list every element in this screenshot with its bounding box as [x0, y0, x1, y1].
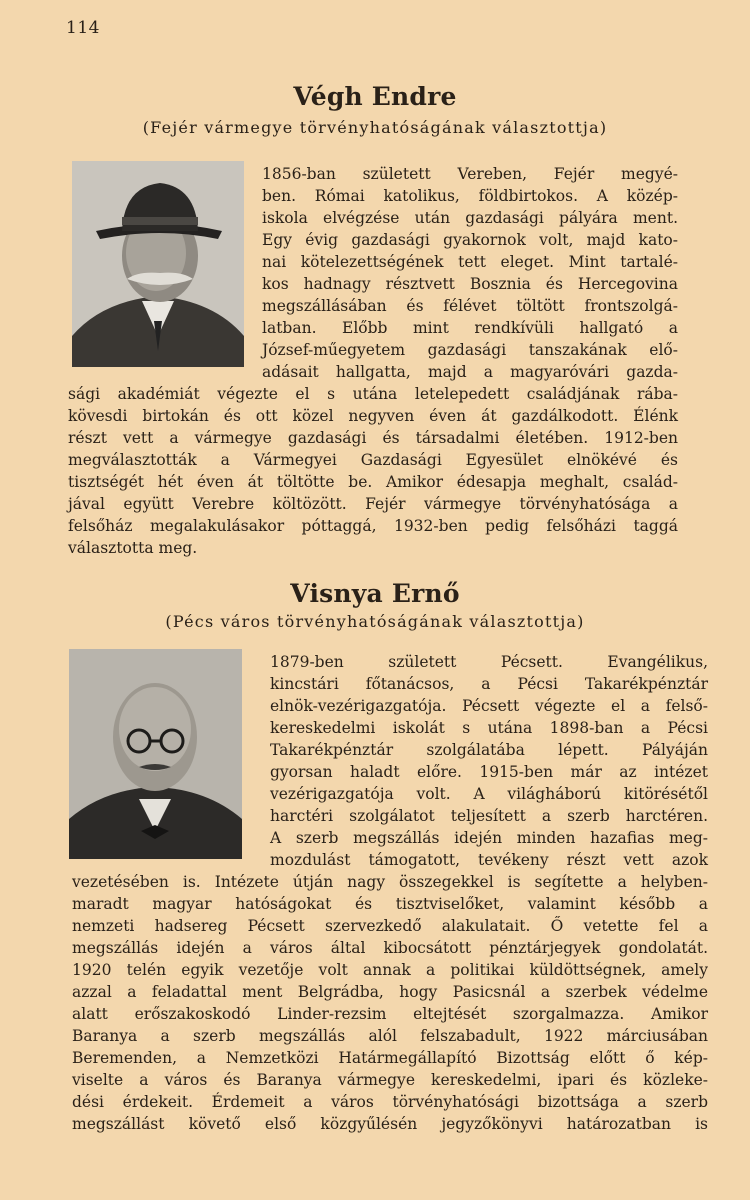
- article-2-line: gyorsan haladt előre. 1915-ben már az intézet: [270, 763, 708, 781]
- article-1-line: latban. Előbb mint rendkívüli hallgató a: [262, 319, 678, 337]
- article-1-line: ben. Római katolikus, földbirtokos. A közép-: [262, 187, 678, 205]
- article-2-line: viselte a város és Baranya vármegye kereskedelmi, ipari és közleke-: [72, 1071, 708, 1089]
- article-2-line: nemzeti hadsereg Pécsett szervezkedő alakulatait. Ő vetette fel a: [72, 917, 708, 935]
- article-2-line: mozdulást támogatott, tevékeny részt vett azok: [270, 851, 708, 869]
- article-2-line: megszállást követő első közgyűlésén jegyzőkönyvi határozatban is: [72, 1115, 708, 1133]
- article-1-line: felsőház megalakulásakor póttaggá, 1932-ben pedig felsőházi taggá: [68, 517, 678, 535]
- article-2-line: vezetésében is. Intézete útján nagy összegekkel is segítette a helyben-: [72, 873, 708, 891]
- article-2-line: elnök-vezérigazgatója. Pécsett végezte el a felső-: [270, 697, 708, 715]
- article-2-line: 1920 telén egyik vezetője volt annak a politikai küldöttségnek, amely: [72, 961, 708, 979]
- article-2-line: megszállás idején a város által kibocsátott pénztárjegyek gondolatát.: [72, 939, 708, 957]
- article-2-line: Takarékpénztár szolgálatába lépett. Pályáján: [270, 741, 708, 759]
- article-2-heading: Visnya Ernő: [290, 579, 460, 608]
- portrait-photo-icon: [69, 649, 242, 859]
- article-1-line: kövesdi birtokán és ott közel negyven éven át gazdálkodott. Élénk: [68, 407, 678, 425]
- portrait-photo-icon: [72, 161, 244, 367]
- article-1-line: iskola elvégzése után gazdasági pályára ment.: [262, 209, 678, 227]
- article-1-line: választotta meg.: [68, 539, 198, 557]
- article-1-line: nai kötelezettségének tett eleget. Mint tartalé-: [262, 253, 678, 271]
- article-2-line: dési érdekeit. Érdemeit a város törvényhatósági bizottsága a szerb: [72, 1093, 708, 1111]
- article-2-line: 1879-ben született Pécsett. Evangélikus,: [270, 653, 708, 671]
- article-1-heading: Végh Endre: [293, 82, 457, 111]
- article-1-line: sági akadémiát végezte el s utána letelepedett családjának rába-: [68, 385, 678, 403]
- article-1-subtitle: (Fejér vármegye törvényhatóságának választottja): [142, 118, 608, 137]
- article-1-line: 1856-ban született Vereben, Fejér megyé-: [262, 165, 678, 183]
- article-1-line: megválasztották a Vármegyei Gazdasági Egyesület elnökévé és: [68, 451, 678, 469]
- page-number: 114: [66, 18, 100, 38]
- article-1-line: Egy évig gazdasági gyakornok volt, majd kato-: [262, 231, 678, 249]
- article-2-line: azzal a feladattal ment Belgrádba, hogy Pasicsnál a szerbek védelme: [72, 983, 708, 1001]
- article-2-line: Baranya a szerb megszállás alól felszabadult, 1922 márciusában: [72, 1027, 708, 1045]
- article-1-line: tisztségét hét éven át töltötte be. Amikor édesapja meghalt, család-: [68, 473, 678, 491]
- article-1-line: József-műegyetem gazdasági tanszakának elő-: [262, 341, 678, 359]
- article-1-line: jával együtt Verebre költözött. Fejér vármegye törvényhatósága a: [68, 495, 678, 513]
- article-2-line: alatt erőszakoskodó Linder-rezsim eltejtését szorgalmazza. Amikor: [72, 1005, 708, 1023]
- article-1-line: megszállásában és félévet töltött frontszolgá-: [262, 297, 678, 315]
- article-1-line: részt vett a vármegye gazdasági és társadalmi életében. 1912-ben: [68, 429, 678, 447]
- article-2-line: kincstári főtanácsos, a Pécsi Takarékpénztár: [270, 675, 708, 693]
- portrait-photo-visnya: [69, 649, 242, 859]
- article-2-line: maradt magyar hatóságokat és tisztviselőket, valamint később a: [72, 895, 708, 913]
- article-2-line: A szerb megszállás idején minden hazafias meg-: [270, 829, 708, 847]
- article-1-line: adásait hallgatta, majd a magyaróvári gazda-: [262, 363, 678, 381]
- article-2-subtitle: (Pécs város törvényhatóságának választottja): [165, 612, 585, 631]
- portrait-photo-vegh: [72, 161, 244, 367]
- article-2-line: kereskedelmi iskolát s utána 1898-ban a Pécsi: [270, 719, 708, 737]
- article-1-line: kos hadnagy résztvett Bosznia és Hercegovina: [262, 275, 678, 293]
- article-2-line: harctéri szolgálatot teljesített a szerb harctéren.: [270, 807, 708, 825]
- article-2-line: Beremenden, a Nemzetközi Határmegállapító Bizottság előtt ő kép-: [72, 1049, 708, 1067]
- article-2-line: vezérigazgatója volt. A világháború kitörésétől: [270, 785, 708, 803]
